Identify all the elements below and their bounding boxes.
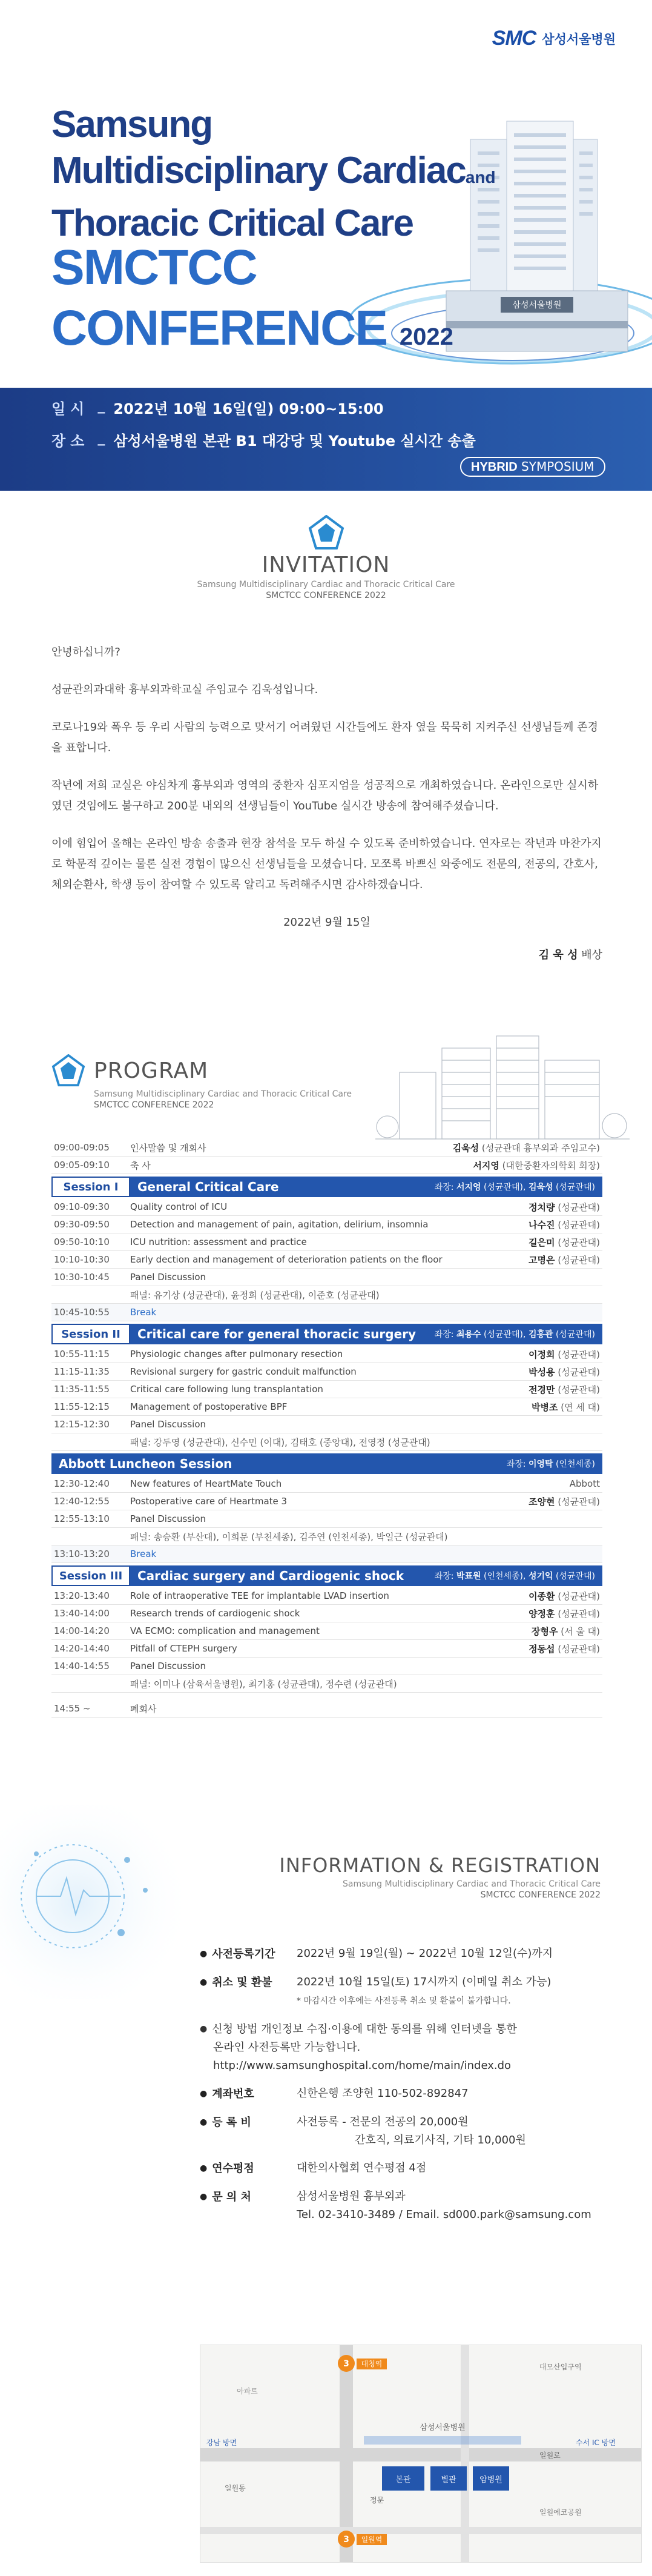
session-1-label: Session I <box>51 1177 130 1197</box>
program-row: 09:00-09:05 인사말씀 및 개회사 김욱성 (성균관대 흉부외과 주임교수) <box>51 1139 602 1157</box>
invitation-letter <box>51 642 602 966</box>
title-and: and <box>465 168 496 187</box>
event-date-row: 일시 _ 2022년 10월 16일(일) 09:00~15:00 <box>51 397 384 417</box>
event-place-value: 삼성서울병원 본관 B1 대강당 및 Youtube 실시간 송출 <box>113 433 476 450</box>
panel-row: 패널: 이미나 (삼육서울병원), 최기홍 (성균관대), 정수련 (성균관대) <box>51 1675 602 1693</box>
building-sign: 삼성서울병원 <box>512 300 562 310</box>
apply-method-row: ● 신청 방법 개인정보 수집·이용에 대한 동의를 위해 인터넷을 통한 온라인 사전등록만 가능합니다. http://www.samsunghospital.com/home/main/index.do <box>200 2020 624 2075</box>
hospital-sketch-illustration <box>375 1024 630 1145</box>
panel-row: 패널: 송승환 (부산대), 이희문 (부천세종), 김주연 (인천세종), 박일근 (성균관대) <box>51 1528 602 1545</box>
title-year: 2022 <box>399 324 453 350</box>
letter-signature: 김 욱 성 배상 <box>538 949 602 961</box>
program-subtitle-2: SMCTCC CONFERENCE 2022 <box>94 1100 214 1110</box>
session-2-title: Critical care for general thoracic surgery <box>137 1327 417 1341</box>
program-subtitle: Samsung Multidisciplinary Cardiac and Thoracic Critical Care <box>94 1089 352 1099</box>
station-2-icon: 3 <box>343 2535 349 2544</box>
cancel-refund-row: ● 취소 및 환불 2022년 10월 15일(토) 17시까지 (이메일 취소 가능) * 마감시간 이후에는 사전등록 취소 및 환불이 불가합니다. <box>200 1973 624 2010</box>
map-ilwon-label: 일원동 <box>225 2484 246 2492</box>
program-emblem-icon <box>51 1054 85 1087</box>
fee-row: ● 등 록 비 사전등록 - 전문의 전공의 20,000원 간호직, 의료기사직, 기타 10,000원 <box>200 2113 624 2149</box>
program-row: 12:40-12:55 Postoperative care of Heartmate 3 조양현 (성균관대) <box>51 1493 602 1510</box>
event-place-row: 장소 _ 삼성서울병원 본관 B1 대강당 및 Youtube 실시간 송출 <box>51 429 476 450</box>
program-row: 10:55-11:15 Physiologic changes after pulmonary resection 이정희 (성균관대) <box>51 1346 602 1363</box>
station-1-name: 대청역 <box>361 2360 383 2368</box>
hospital-logo <box>492 27 616 50</box>
hospital-name: 삼성서울병원 <box>542 32 616 47</box>
map-apt-label: 아파트 <box>237 2387 258 2395</box>
event-date-key: 일시 <box>51 400 90 417</box>
map-gangnam-label: 강남 방면 <box>206 2438 237 2447</box>
session-1-chairs: 좌장: 서지영 (성균관대), 김욱성 (성균관대) <box>434 1183 595 1192</box>
session-3-label: Session III <box>51 1565 130 1586</box>
letter-paragraph-2: 코로나19와 폭우 등 우리 사람의 능력으로 맞서기 어려웠던 시간들에도 환자 옆을 묵묵히 지켜주신 선생님들께 존경을 표합니다. <box>51 721 598 754</box>
break-row: 10:45-10:55 Break <box>51 1304 602 1321</box>
letter-date: 2022년 9월 15일 <box>283 916 370 929</box>
session-1-title: General Critical Care <box>137 1180 279 1194</box>
event-place-key: 장소 <box>51 433 90 450</box>
account-row: ● 계좌번호 신한은행 조양현 110-502-892847 <box>200 2085 624 2103</box>
session-1-header <box>51 1177 602 1197</box>
break-row: 13:10-13:20 Break <box>51 1545 602 1563</box>
hero-section <box>0 0 652 424</box>
conference-name <box>51 237 453 367</box>
program-row: 11:15-11:35 Revisional surgery for gastric conduit malfunction 박성용 (성균관대) <box>51 1363 602 1381</box>
contact-email[interactable]: Tel. 02-3410-3489 / Email. sd000.park@samsung.com <box>297 2208 591 2221</box>
invitation-subtitle: Samsung Multidisciplinary Cardiac and Thoracic Critical Care <box>197 580 455 589</box>
program-title: PROGRAM <box>94 1058 209 1083</box>
map-label-cancer: 암병원 <box>479 2475 502 2485</box>
map-road-label: 일원로 <box>539 2451 561 2460</box>
title-line-5: CONFERENCE 2022 <box>51 300 453 356</box>
title-line-1: Samsung <box>51 104 212 145</box>
program-table <box>51 1139 602 1718</box>
contact-row: ● 문 의 처 삼성서울병원 흉부외과 Tel. 02-3410-3489 / Email. sd000.park@samsung.com <box>200 2188 624 2224</box>
program-row: 14:20-14:40 Pitfall of CTEPH surgery 정동섭 (성균관대) <box>51 1640 602 1658</box>
title-line-2: Multidisciplinary Cardiacand <box>51 150 496 191</box>
program-row: 09:10-09:30 Quality control of ICU 정치량 (성균관대) <box>51 1198 602 1216</box>
medical-illustration <box>0 1805 194 1999</box>
map-label-annex: 별관 <box>441 2475 456 2485</box>
letter-paragraph-1: 성균관의과대학 흉부외과학교실 주임교수 김욱성입니다. <box>51 683 318 696</box>
program-row: 12:15-12:30 Panel Discussion <box>51 1416 602 1433</box>
registration-subtitle: Samsung Multidisciplinary Cardiac and Thoracic Critical Care <box>342 1879 601 1889</box>
program-row: 09:50-10:10 ICU nutrition: assessment and practice 길은미 (성균관대) <box>51 1233 602 1251</box>
pre-registration-row: ● 사전등록기간 2022년 9월 19일(월) ~ 2022년 10월 12일(수)까지 <box>200 1945 624 1964</box>
luncheon-session-header <box>51 1453 602 1474</box>
letter-greeting: 안녕하십니까? <box>51 646 120 659</box>
event-date-value: 2022년 10월 16일(일) 09:00~15:00 <box>113 400 384 417</box>
program-row: 09:30-09:50 Detection and management of pain, agitation, delirium, insomnia 나수진 (성균관대) <box>51 1216 602 1233</box>
program-row: 11:55-12:15 Management of postoperative BPF 박병조 (연 세 대) <box>51 1398 602 1416</box>
luncheon-chair: 좌장: 이영탁 (인천세종) <box>506 1459 595 1469</box>
closing-row: 14:55 ~ 폐회사 <box>51 1700 602 1718</box>
session-3-header <box>51 1565 602 1586</box>
session-2-chairs: 좌장: 최용수 (성균관대), 김홍관 (성균관대) <box>434 1330 595 1339</box>
program-row: 09:05-09:10 축 사 서지영 (대한중환자의학회 회장) <box>51 1157 602 1174</box>
registration-subtitle-2: SMCTCC CONFERENCE 2022 <box>480 1890 601 1900</box>
map-suseo-label: 수서 IC 방면 <box>576 2438 616 2447</box>
location-map <box>200 2345 642 2563</box>
invitation-header <box>0 515 652 600</box>
station-1-icon: 3 <box>343 2359 349 2369</box>
session-3-title: Cardiac surgery and Cardiogenic shock <box>137 1569 404 1583</box>
title-line-3: Thoracic Critical Care <box>51 202 413 244</box>
program-row: 10:10-10:30 Early dection and management of deterioration patients on the floor 고명은 (성균관대) <box>51 1251 602 1269</box>
luncheon-title: Abbott Luncheon Session <box>59 1456 232 1471</box>
conference-title <box>51 102 496 247</box>
panel-row: 패널: 강두영 (성균관대), 신수민 (이대), 김태호 (중앙대), 전영정 (성균관대) <box>51 1433 602 1451</box>
session-2-label: Session II <box>51 1324 130 1344</box>
map-label-main: 본관 <box>395 2475 411 2485</box>
panel-row: 패널: 유기상 (성균관대), 윤정희 (성균관대), 이준호 (성균관대) <box>51 1286 602 1304</box>
hybrid-badge: HYBRID SYMPOSIUM <box>460 457 605 477</box>
invitation-emblem-icon <box>308 515 344 550</box>
program-header <box>51 1054 352 1110</box>
map-drawing <box>200 2345 642 2563</box>
program-row: 14:00-14:20 VA ECMO: complication and management 장형우 (서 울 대) <box>51 1622 602 1640</box>
program-row: 11:35-11:55 Critical care following lung transplantation 전경만 (성균관대) <box>51 1381 602 1398</box>
program-row: 14:40-14:55 Panel Discussion <box>51 1658 602 1675</box>
letter-paragraph-4: 이에 힘입어 올해는 온라인 방송 송출과 현장 참석을 모두 하실 수 있도록 준비하였습니다. 연자로는 작년과 마찬가지로 학문적 깊이는 물론 실전 경험이 많으신 선생님들을 모셨습니다. 모쪼록 바쁘신 와중에도 전문의, 전공의, 간호사, 체외순환사, 학생 등이 참여할 수 있도록 알리고 독려해주시면 감사하겠습니다. <box>51 837 602 891</box>
map-park-label: 일원에코공원 <box>539 2508 582 2517</box>
map-front-gate-label: 정문 <box>370 2496 384 2505</box>
session-2-header <box>51 1324 602 1344</box>
smc-logo-mark: SMC <box>492 27 536 50</box>
map-daemo-label: 대모산입구역 <box>539 2363 582 2371</box>
station-2-name: 일원역 <box>361 2535 383 2544</box>
letter-paragraph-3: 작년에 저희 교실은 야심차게 흉부외과 영역의 중환자 심포지엄을 성공적으로 개최하였습니다. 온라인으로만 실시하였던 것임에도 불구하고 200분 내외의 선생님들이 YouTube 실시간 방송에 참여해주셨습니다. <box>51 779 599 812</box>
title-line-4: SMCTCC <box>51 240 257 295</box>
registration-header <box>279 1854 601 1900</box>
registration-info <box>200 1945 624 2234</box>
map-hospital-label: 삼성서울병원 <box>420 2423 466 2432</box>
program-row: 12:55-13:10 Panel Discussion <box>51 1510 602 1528</box>
invitation-title: INVITATION <box>262 553 390 577</box>
session-3-chairs: 좌장: 박표원 (인천세종), 성기익 (성균관대) <box>434 1572 595 1581</box>
program-row: 13:40-14:00 Research trends of cardiogenic shock 양정훈 (성균관대) <box>51 1605 602 1622</box>
program-row: 13:20-13:40 Role of intraoperative TEE for implantable LVAD insertion 이종환 (성균관대) <box>51 1587 602 1605</box>
program-row: 12:30-12:40 New features of HeartMate Touch Abbott <box>51 1475 602 1493</box>
program-row: 10:30-10:45 Panel Discussion <box>51 1269 602 1286</box>
registration-url-link[interactable]: http://www.samsunghospital.com/home/main/index.do <box>213 2059 512 2072</box>
registration-title: INFORMATION & REGISTRATION <box>279 1854 601 1877</box>
credit-row: ● 연수평점 대한의사협회 연수평점 4점 <box>200 2159 624 2178</box>
invitation-subtitle-2: SMCTCC CONFERENCE 2022 <box>266 591 386 600</box>
